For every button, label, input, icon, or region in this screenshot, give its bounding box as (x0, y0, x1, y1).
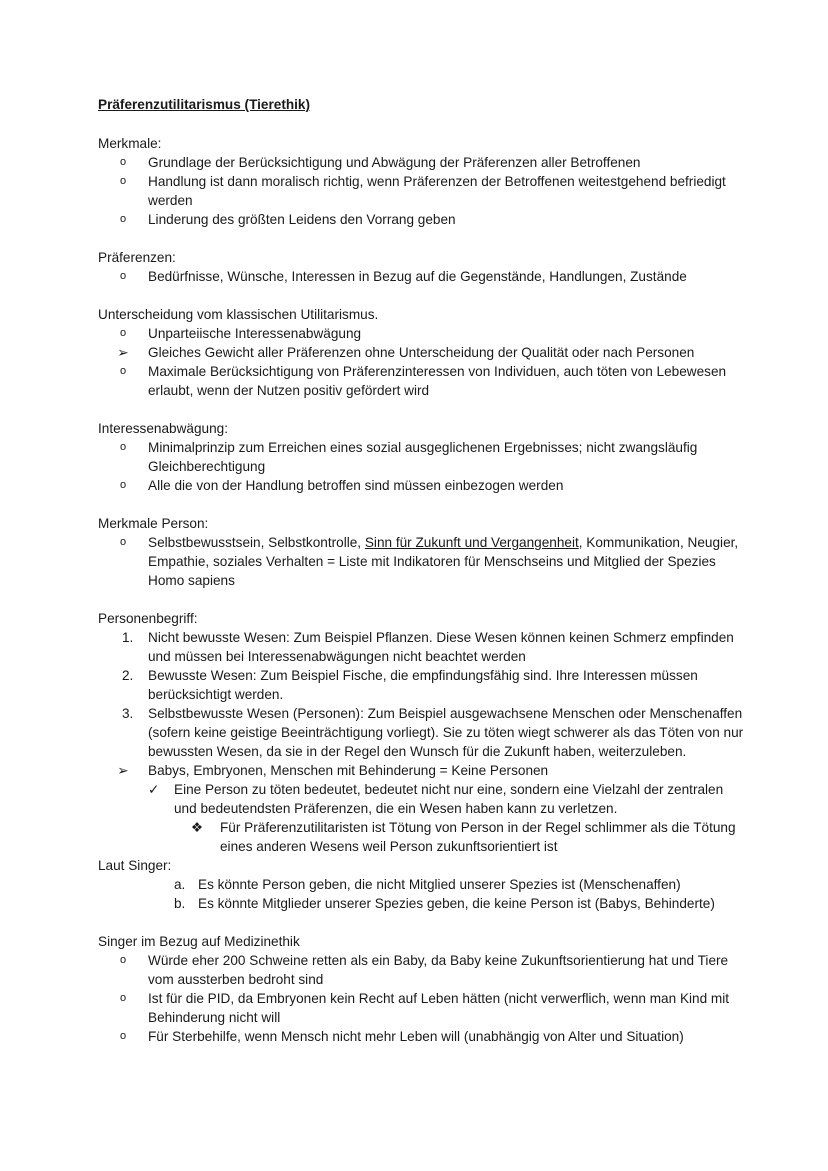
list-item: o Selbstbewusstsein, Selbstkontrolle, Sinn für Zukunft und Vergangenheit, Kommunikation, Neugier, Empathie, soziales Verhalten = Liste mit Indikatoren für Menschseins und Mitglied der Spezies Homo sapiens (98, 533, 748, 590)
list-item: o Unparteiische Interessenabwägung (98, 324, 748, 343)
section-heading: Unterscheidung vom klassischen Utilitarismus. (98, 307, 379, 322)
number-label: 3. (122, 706, 134, 721)
circle-bullet-icon: o (119, 270, 127, 282)
circle-bullet-icon: o (119, 327, 127, 339)
check-bullet-icon: ✓ (148, 782, 160, 797)
section-heading: Merkmale: (98, 136, 162, 151)
list-item: o Linderung des größten Leidens den Vorrang geben (98, 210, 748, 229)
number-label: 1. (122, 630, 134, 645)
list-item: ✓ Eine Person zu töten bedeutet, bedeutet nicht nur eine, sondern eine Vielzahl der zentralen und bedeutendsten Präferenzen, die ein Wesen haben kann zu verletzen. (148, 782, 724, 816)
section-laut-singer (98, 856, 748, 913)
section-merkmale (98, 134, 748, 229)
lettered-item: a. Es könnte Person geben, die nicht Mitglied unserer Spezies ist (Menschenaffen) (174, 877, 681, 892)
list-item: o Maximale Berücksichtigung von Präferenzinteressen von Individuen, auch töten von Lebewesen erlaubt, wenn der Nutzen positiv gefördert wird (98, 362, 748, 400)
section-heading: Singer im Bezug auf Medizinethik (98, 934, 300, 949)
numbered-item: 2. Bewusste Wesen: Zum Beispiel Fische, die empfindungsfähig sind. Ihre Interessen müssen berücksichtigt werden. (98, 666, 748, 704)
lettered-item: b. Es könnte Mitglieder unserer Spezies geben, die keine Person ist (Babys, Behinderte) (174, 896, 715, 911)
list-item: o Grundlage der Berücksichtigung und Abwägung der Präferenzen aller Betroffenen (98, 153, 748, 172)
circle-bullet-icon: o (119, 175, 127, 187)
list-item: o Alle die von der Handlung betroffen sind müssen einbezogen werden (98, 476, 748, 495)
circle-bullet-icon: o (119, 479, 127, 491)
diamond-bullet-icon: ❖ (190, 820, 204, 835)
list-item: o Minimalprinzip zum Erreichen eines sozial ausgeglichenen Ergebnisses; nicht zwangsläufig Gleichberechtigung (98, 438, 748, 476)
section-praeferenzen (98, 248, 748, 286)
section-medizinethik (98, 932, 748, 1046)
letter-label: b. (174, 896, 186, 911)
section-heading: Präferenzen: (98, 250, 176, 265)
list-item: ❖ Für Präferenzutilitaristen ist Tötung von Person in der Regel schlimmer als die Tötung eines anderen Wesens weil Person zukunftsorientiert ist (98, 818, 748, 856)
list-item: ➢ Gleiches Gewicht aller Präferenzen ohne Unterscheidung der Qualität oder nach Personen (98, 343, 748, 362)
section-heading: Laut Singer: (98, 858, 172, 873)
letter-label: a. (174, 877, 186, 892)
circle-bullet-icon: o (119, 992, 127, 1004)
circle-bullet-icon: o (119, 441, 127, 453)
circle-bullet-icon: o (119, 536, 127, 548)
section-personenbegriff (98, 609, 748, 856)
circle-bullet-icon: o (119, 365, 127, 377)
number-label: 2. (122, 668, 134, 683)
arrow-bullet-icon: ➢ (117, 763, 129, 778)
section-unterscheidung (98, 305, 748, 400)
numbered-item: 3. Selbstbewusste Wesen (Personen): Zum Beispiel ausgewachsene Menschen oder Menschenaffen (sofern keine geistige Beeinträchtigung vorliegt). Sie zu töten wiegt schwerer als das Töten von nur bewussten Wesen, da sie in der Regel den Wunsch für die Zukunft haben, weiterzuleben. (98, 704, 748, 761)
underlined-phrase: Sinn für Zukunft und Vergangenheit (364, 535, 579, 550)
list-item: o Für Sterbehilfe, wenn Mensch nicht mehr Leben will (unabhängig von Alter und Situation) (98, 1027, 748, 1046)
list-item: o Ist für die PID, da Embryonen kein Recht auf Leben hätten (nicht verwerflich, wenn man Kind mit Behinderung nicht will (98, 989, 748, 1027)
document-page (98, 95, 748, 1065)
circle-bullet-icon: o (119, 213, 127, 225)
section-merkmale-person (98, 514, 748, 590)
section-interessenabwaegung (98, 419, 748, 495)
section-heading: Personenbegriff: (98, 611, 198, 626)
circle-bullet-icon: o (119, 1030, 127, 1042)
circle-bullet-icon: o (119, 954, 127, 966)
document-title: Präferenzutilitarismus (Tierethik) (98, 97, 311, 112)
list-item: o Handlung ist dann moralisch richtig, wenn Präferenzen der Betroffenen weitestgehend befriedigt werden (98, 172, 748, 210)
numbered-item: 1. Nicht bewusste Wesen: Zum Beispiel Pflanzen. Diese Wesen können keinen Schmerz empfinden und müssen bei Interessenabwägungen nicht beachtet werden (98, 628, 748, 666)
circle-bullet-icon: o (119, 156, 127, 168)
section-heading: Interessenabwägung: (98, 421, 228, 436)
list-item: ➢ Babys, Embryonen, Menschen mit Behinderung = Keine Personen (98, 761, 748, 780)
list-item: o Bedürfnisse, Wünsche, Interessen in Bezug auf die Gegenstände, Handlungen, Zustände (98, 267, 748, 286)
list-item: o Würde eher 200 Schweine retten als ein Baby, da Baby keine Zukunftsorientierung hat und Tiere vom aussterben bedroht sind (98, 951, 748, 989)
arrow-bullet-icon: ➢ (117, 345, 129, 360)
section-heading: Merkmale Person: (98, 516, 209, 531)
